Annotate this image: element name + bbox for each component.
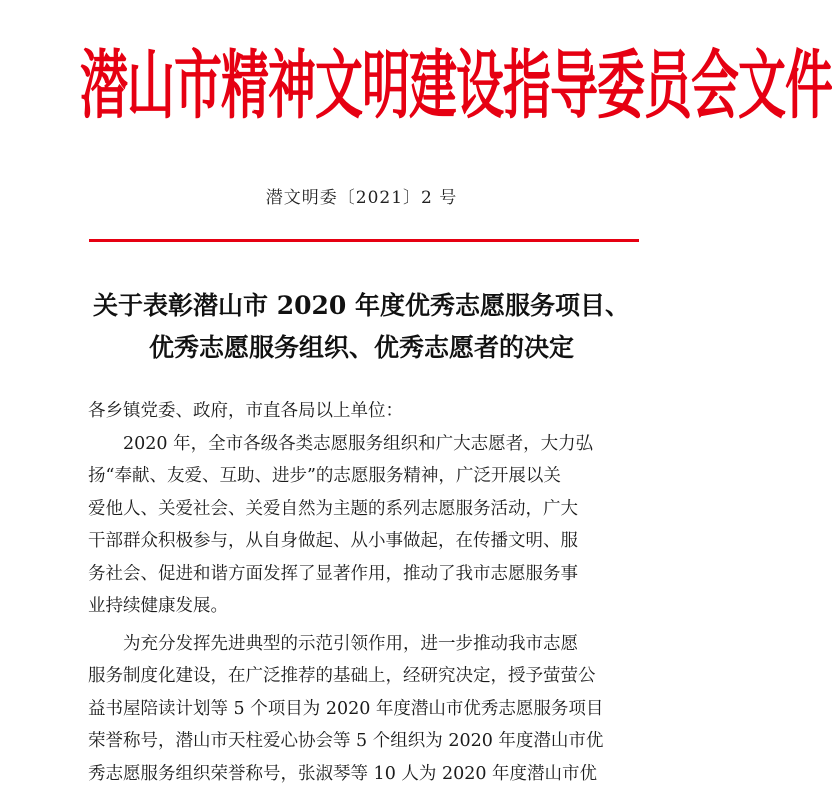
paragraph-line: 干部群众积极参与，从自身做起、从小事做起，在传播文明、服: [88, 531, 578, 551]
paragraph-line: 务社会、促进和谐方面发挥了显著作用，推动了我市志愿服务事: [88, 563, 578, 584]
issuer-masthead: 潜山市精神文明建设指导委员会文件: [80, 42, 832, 130]
paragraph-line: 业持续健康发展。: [88, 596, 228, 616]
document-number: 潜文明委〔2021〕2 号: [265, 188, 458, 208]
paragraph-line: 益书屋陪读计划等 5 个项目为 2020 年度潜山市优秀志愿服务项目: [88, 698, 604, 719]
paragraph-line: 秀志愿服务组织荣誉称号，张淑琴等 10 人为 2020 年度潜山市优: [88, 763, 598, 784]
paragraph-line: 爱他人、关爱社会、关爱自然为主题的系列志愿服务活动，广大: [88, 498, 578, 519]
paragraph-line: 荣誉称号，潜山市天柱爱心协会等 5 个组织为 2020 年度潜山市优: [88, 731, 604, 751]
title-line-1: 关于表彰潜山市 2020 年度优秀志愿服务项目、: [93, 291, 630, 320]
paragraph-line: 2020 年，全市各级各类志愿服务组织和广大志愿者，大力弘: [123, 433, 594, 454]
paragraph-line: 为充分发挥先进典型的示范引领作用，进一步推动我市志愿: [123, 633, 578, 654]
title-line-2: 优秀志愿服务组织、优秀志愿者的决定: [148, 333, 574, 362]
paragraph-line: 扬“奉献、友爱、互助、进步”的志愿服务精神，广泛开展以关: [88, 466, 561, 486]
salutation: 各乡镇党委、政府，市直各局以上单位：: [88, 401, 403, 421]
paragraph-1: [88, 428, 648, 623]
document-title: [40, 285, 683, 369]
document-body: [88, 395, 648, 790]
paragraph-line: 服务制度化建设，在广泛推荐的基础上，经研究决定，授予萤萤公: [88, 666, 596, 686]
paragraph-2: [88, 628, 648, 791]
red-divider-rule: [89, 239, 639, 242]
